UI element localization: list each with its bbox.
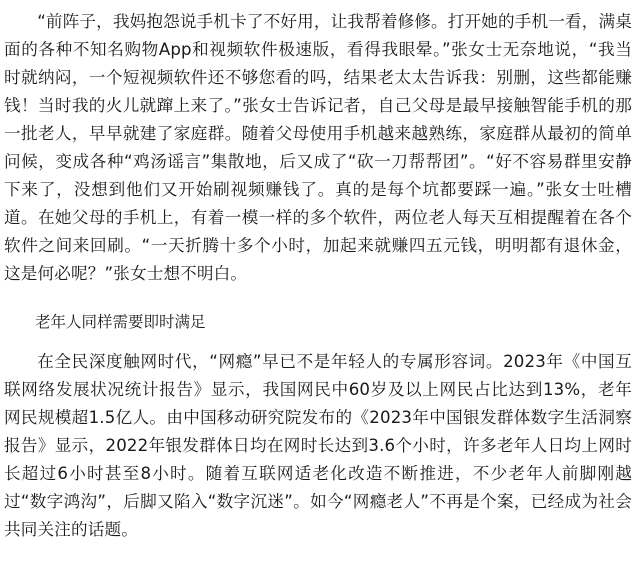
paragraph-spacer (4, 336, 632, 348)
section-subheading: 老年人同样需要即时满足 (35, 313, 206, 331)
paragraph-spacer (4, 288, 632, 308)
article-paragraph: “前阵子，我妈抱怨说手机卡了不好用，让我帮着修修。打开她的手机一看，满桌面的各种不知名购物App和视频软件极速版，看得我眼晕。”张女士无奈地说，“我当时就纳闷，一个短视频软件还不够您看的吗，结果老太太告诉我：别删，这些都能赚钱！当时我的火儿就蹿上来了。”张女士告诉记者，自己父母是最早接触智能手机的那一批老人，早早就建了家庭群。随着父母使用手机越来越熟练，家庭群从最初的简单问候，变成各种“鸡汤谣言”集散地，后又成了“砍一刀帮帮团”。“好不容易群里安静下来了，没想到他们又开始刷视频赚钱了。真的是每个坑都要踩一遍。”张女士吐槽道。在她父母的手机上，有着一模一样的多个软件，两位老人每天互相提醒着在各个软件之间来回刷。“一天折腾十多个小时，加起来就赚四五元钱，明明都有退休金，这是何必呢？”张女士想不明白。 (4, 12, 632, 283)
article-paragraph: 在全民深度触网时代，“网瘾”早已不是年轻人的专属形容词。2023年《中国互联网络发展状况统计报告》显示，我国网民中60岁及以上网民占比达到13%，老年网民规模超1.5亿人。由中国移动研究院发布的《2023年中国银发群体数字生活洞察报告》显示，2022年银发群体日均在网时长达到3.6个小时，许多老年人日均上网时长超过6小时甚至8小时。随着互联网适老化改造不断推进，不少老年人前脚刚越过“数字鸿沟”，后脚又陷入“数字沉迷”。如今“网瘾老人”不再是个案，已经成为社会共同关注的话题。 (4, 352, 632, 539)
article-body (4, 8, 632, 544)
